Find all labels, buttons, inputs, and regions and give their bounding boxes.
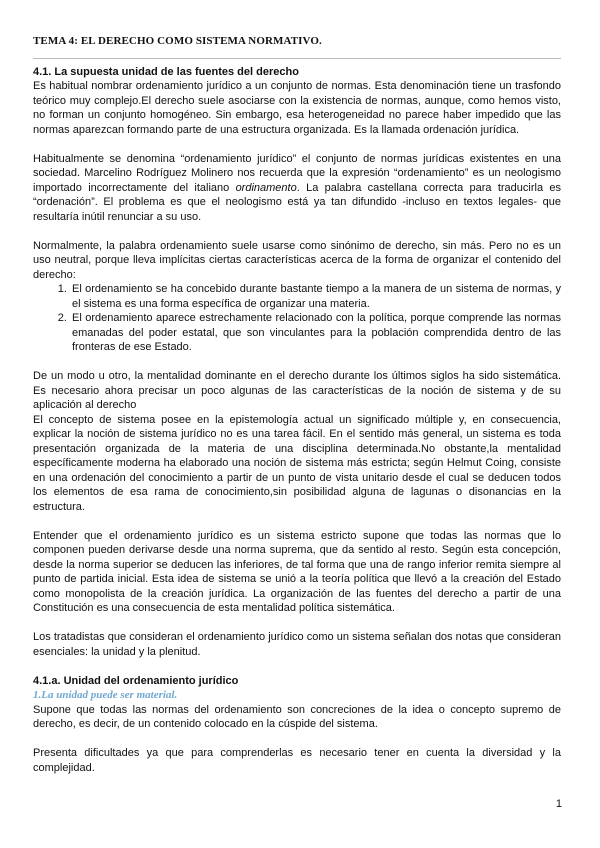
paragraph-7: Los tratadistas que consideran el ordenamiento jurídico como un sistema señalan dos notas que consideran esenciales: la unidad y la plenitud. [33, 631, 561, 658]
paragraph-5: El concepto de sistema posee en la epistemología actual un significado múltiple y, en consecuencia, explicar la noción de sistema jurídico no es una tarea fácil. En el sentido más general, un sistema es toda presentación organizada de la materia de una disciplina determinada.No obstante,la mentalidad específicamente moderna ha elaborado una noción de sistema más estricta; según Helmut Coing, consiste en una ordenación del conocimiento a partir de un punto de vista unitario desde el cual se deducen todos los elementos de esa rama de conocimiento,sin posibilidad alguna de lagunas o disonancias en la estructura. [33, 413, 561, 513]
numbered-list [33, 282, 561, 355]
page-number: 1 [555, 798, 562, 810]
paragraph-4: De un modo u otro, la mentalidad dominante en el derecho durante los últimos siglos ha sido sistemática. Es necesario ahora precisar un poco algunas de las características de la noción de sistema y de su aplicación al derecho [33, 370, 561, 411]
document-page [33, 34, 561, 775]
document-title: TEMA 4: EL DERECHO COMO SISTEMA NORMATIVO. [33, 35, 322, 47]
paragraph-9: Presenta dificultades ya que para comprenderlas es necesario tener en cuenta la diversidad y la complejidad. [33, 747, 561, 774]
subheading-material-unity: 1.La unidad puede ser material. [33, 688, 178, 701]
section-heading: 4.1. La supuesta unidad de las fuentes del derecho [33, 66, 299, 78]
list-item: 1. El ordenamiento se ha concebido durante bastante tiempo a la manera de un sistema de normas, y el sistema es una forma específica de organizar una materia. [70, 282, 561, 311]
subsection-heading: 4.1.a. Unidad del ordenamiento jurídico [33, 674, 239, 687]
paragraph-8: Supone que todas las normas del ordenamiento son concreciones de la idea o concepto supremo de derecho, es decir, de un contenido colocado en la cúspide del sistema. [33, 703, 561, 730]
paragraph-2: Habitualmente se denomina “ordenamiento jurídico” el conjunto de normas jurídicas existentes en una sociedad. Marcelino Rodríguez Molinero nos recuerda que la expresión “ordenamiento” es un neologismo importado incorrectamente del italiano ordinamento. La palabra castellana correcta para traducirla es “ordenación”. El problema es que el neologismo está ya tan difundido -incluso en textos legales- que resultaría inútil renunciar a su uso. [33, 152, 562, 223]
list-item: 2. El ordenamiento aparece estrechamente relacionado con la política, porque comprende las normas emanadas del poder estatal, que son vinculantes para la población comprendida dentro de las fronteras de ese Estado. [70, 311, 561, 355]
title-divider [33, 58, 561, 59]
paragraph-1: Es habitual nombrar ordenamiento jurídico a un conjunto de normas. Esta denominación tiene un trasfondo teórico muy complejo.El derecho suele asociarse con la existencia de normas, aunque, como hemos visto, no forman un conjunto homogéneo. Sin embargo, esa heterogeneidad no parece haber impedido que las normas aparezcan formando parte de una estructura organizada. Es la llamada ordenación jurídica. [33, 80, 561, 136]
italic-term: ordinamento [235, 181, 297, 194]
paragraph-3: Normalmente, la palabra ordenamiento suele usarse como sinónimo de derecho, sin más. Pero no es un uso neutral, porque lleva implícitas ciertas características acerca de la forma de organizar el contenido del derecho: [33, 239, 561, 281]
paragraph-6: Entender que el ordenamiento jurídico es un sistema estricto supone que todas las normas que lo componen pueden derivarse desde una norma suprema, que da sentido al resto. Según esta concepción, desde la norma superior se deducen las inferiores, de tal forma que una de rango inferior remita siempre al punto de partida inicial. Esta idea de sistema se unió a la teoría política que llevó a la creación del Estado como monopolista de la creación jurídica. La organización de las fuentes del derecho a partir de una Constitución es una consecuencia de esta mentalidad política sistemática. [33, 529, 561, 614]
